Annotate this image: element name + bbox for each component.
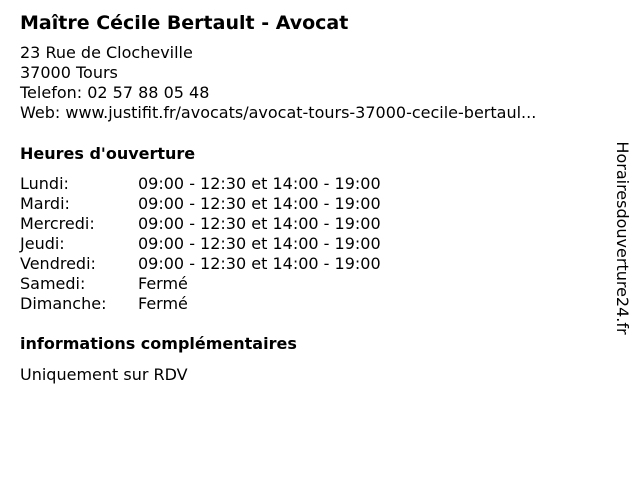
hours-row-monday [20, 174, 381, 194]
hours-value: 09:00 - 12:30 et 14:00 - 19:00 [138, 234, 381, 253]
hours-row-sunday [20, 294, 381, 314]
day-label: Mercredi: [20, 214, 95, 233]
day-label: Vendredi: [20, 254, 96, 273]
hours-row-friday [20, 254, 381, 274]
day-label: Dimanche: [20, 294, 107, 313]
hours-value: 09:00 - 12:30 et 14:00 - 19:00 [138, 174, 381, 193]
address-block [20, 43, 536, 123]
hours-value: Fermé [138, 274, 188, 293]
hours-row-saturday [20, 274, 381, 294]
hours-row-wednesday [20, 214, 381, 234]
hours-value: Fermé [138, 294, 188, 313]
site-watermark: Horairesdouverture24.fr [613, 141, 632, 335]
city-postcode: 37000 Tours [20, 63, 118, 82]
day-label: Jeudi: [20, 234, 65, 253]
opening-hours-table [20, 174, 381, 314]
day-label: Lundi: [20, 174, 69, 193]
additional-info-heading: informations complémentaires [20, 334, 297, 353]
phone-number: Telefon: 02 57 88 05 48 [20, 83, 210, 102]
hours-row-thursday [20, 234, 381, 254]
street-address: 23 Rue de Clocheville [20, 43, 193, 62]
hours-value: 09:00 - 12:30 et 14:00 - 19:00 [138, 254, 381, 273]
hours-row-tuesday [20, 194, 381, 214]
day-label: Samedi: [20, 274, 86, 293]
page-title: Maître Cécile Bertault - Avocat [20, 12, 349, 34]
opening-hours-heading: Heures d'ouverture [20, 144, 196, 163]
day-label: Mardi: [20, 194, 70, 213]
hours-value: 09:00 - 12:30 et 14:00 - 19:00 [138, 194, 381, 213]
hours-value: 09:00 - 12:30 et 14:00 - 19:00 [138, 214, 381, 233]
website-link[interactable]: Web: www.justifit.fr/avocats/avocat-tours-37000-cecile-bertaul... [20, 103, 537, 122]
additional-info-text: Uniquement sur RDV [20, 365, 188, 384]
